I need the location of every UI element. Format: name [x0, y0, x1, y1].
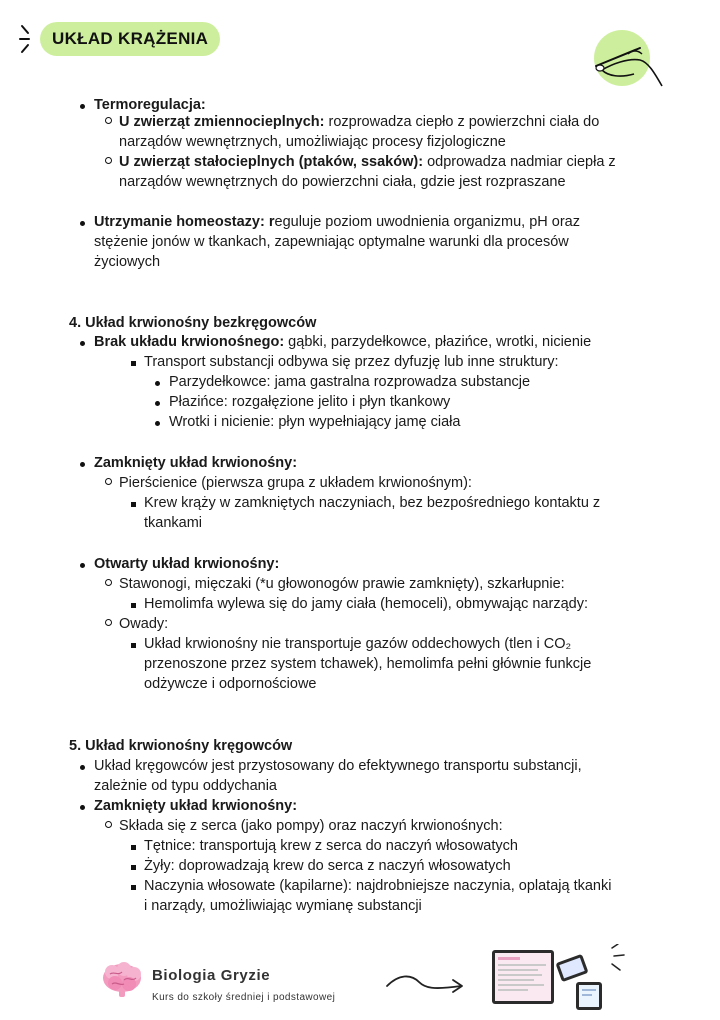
hemolymph-item: Hemolimfa wylewa się do jamy ciała (hemoceli), obmywając narządy: [144, 596, 589, 612]
arthropods-item: Stawonogi, mięczaki (*u głowonogów prawie zamknięty), szkarłupnie: [119, 576, 565, 592]
closed-system-label: Zamknięty układ krwionośny: [94, 798, 298, 814]
sparkle-icon [18, 22, 40, 56]
bullet-square [131, 643, 136, 648]
sub-item: Parzydełkowce: jama gastralna rozprowadza substancje [169, 374, 531, 390]
brand-name: Biologia Gryzie [152, 967, 271, 984]
bullet-disc [80, 805, 85, 810]
insects-detail-cont: przenoszone przez system tchawek), hemolimfa pełni głównie funkcje [144, 656, 592, 672]
bullet-square [131, 361, 136, 366]
bullet-circle [105, 619, 112, 626]
section-5-title: 5. Układ krwionośny kręgowców [69, 738, 293, 754]
bullet-disc [155, 421, 160, 426]
closed-system-label: Zamknięty układ krwionośny: [94, 455, 298, 471]
bullet-circle [105, 478, 112, 485]
no-circulatory-item: Brak układu krwionośnego: gąbki, parzydełkowce, płazińce, wrotki, nicienie [94, 334, 592, 350]
bullet-circle [105, 157, 112, 164]
thermo-item-a-cont: narządów wewnętrznych, umożliwiając procesy fizjologiczne [119, 134, 506, 150]
arteries-item: Tętnice: transportują krew z serca do naczyń włosowatych [144, 838, 518, 854]
blood-item: Krew krąży w zamkniętych naczyniach, bez bezpośredniego kontaktu z [144, 495, 601, 511]
vertebrate-intro-cont: zależnie od typu oddychania [94, 778, 277, 794]
insects-item: Owady: [119, 616, 169, 632]
page-title: UKŁAD KRĄŻENIA [52, 29, 209, 48]
thermo-item-a: U zwierząt zmiennocieplnych: rozprowadza ciepło z powierzchni ciała do [119, 114, 600, 130]
brand-tagline: Kurs do szkoły średniej i podstawowej [152, 992, 336, 1003]
homeostasis-line-3: życiowych [94, 254, 161, 270]
bullet-disc [80, 341, 85, 346]
thermo-label: Termoregulacja: [94, 97, 206, 113]
bullet-square [131, 885, 136, 890]
bullet-square [131, 865, 136, 870]
bullet-disc [80, 765, 85, 770]
bullet-disc [155, 401, 160, 406]
homeostasis-line-2: stężenie jonów w tkankach, zapewniając optymalne warunki dla procesów [94, 234, 569, 250]
vertebrate-intro: Układ kręgowców jest przystosowany do efektywnego transportu substancji, [94, 758, 582, 774]
writing-hand-icon [588, 28, 666, 90]
veins-item: Żyły: doprowadzają krew do serca z naczyń włosowatych [144, 858, 511, 874]
arrow-right-icon [385, 968, 465, 998]
insects-detail: Układ krwionośny nie transportuje gazów oddechowych (tlen i CO₂ [144, 636, 572, 652]
bullet-circle [105, 117, 112, 124]
open-system-label: Otwarty układ krwionośny: [94, 556, 280, 572]
bullet-circle [105, 579, 112, 586]
transport-item: Transport substancji odbywa się przez dyfuzję lub inne struktury: [144, 354, 559, 370]
devices-illustration-icon [488, 944, 628, 1014]
section-4-title: 4. Układ krwionośny bezkręgowców [69, 315, 317, 331]
thermo-item-b: U zwierząt stałocieplnych (ptaków, ssaków): odprowadza nadmiar ciepła z [119, 154, 616, 170]
annelids-item: Pierścienice (pierwsza grupa z układem krwionośnym): [119, 475, 472, 491]
insects-detail-cont: odżywcze i odpornościowe [144, 676, 317, 692]
bullet-disc [80, 104, 85, 109]
bullet-disc [80, 462, 85, 467]
thermo-item-b-cont: narządów wewnętrznych do powierzchni ciała, gdzie jest rozpraszane [119, 174, 566, 190]
bullet-square [131, 603, 136, 608]
bullet-square [131, 502, 136, 507]
capillaries-item: Naczynia włosowate (kapilarne): najdrobniejsze naczynia, oplatają tkanki [144, 878, 612, 894]
blood-item-cont: tkankami [144, 515, 203, 531]
sub-item: Płazińce: rozgałęzione jelito i płyn tkankowy [169, 394, 451, 410]
bullet-disc [155, 381, 160, 386]
bullet-disc [80, 563, 85, 568]
homeostasis-item: Utrzymanie homeostazy: reguluje poziom uwodnienia organizmu, pH oraz [94, 214, 580, 230]
bullet-square [131, 845, 136, 850]
sub-item: Wrotki i nicienie: płyn wypełniający jamę ciała [169, 414, 461, 430]
bullet-circle [105, 821, 112, 828]
bullet-disc [80, 221, 85, 226]
capillaries-item-cont: i narządy, umożliwiając wymianę substancji [144, 898, 422, 914]
page-title-badge [40, 22, 220, 56]
brain-logo-icon [100, 962, 144, 998]
heart-vessels-item: Składa się z serca (jako pompy) oraz naczyń krwionośnych: [119, 818, 503, 834]
